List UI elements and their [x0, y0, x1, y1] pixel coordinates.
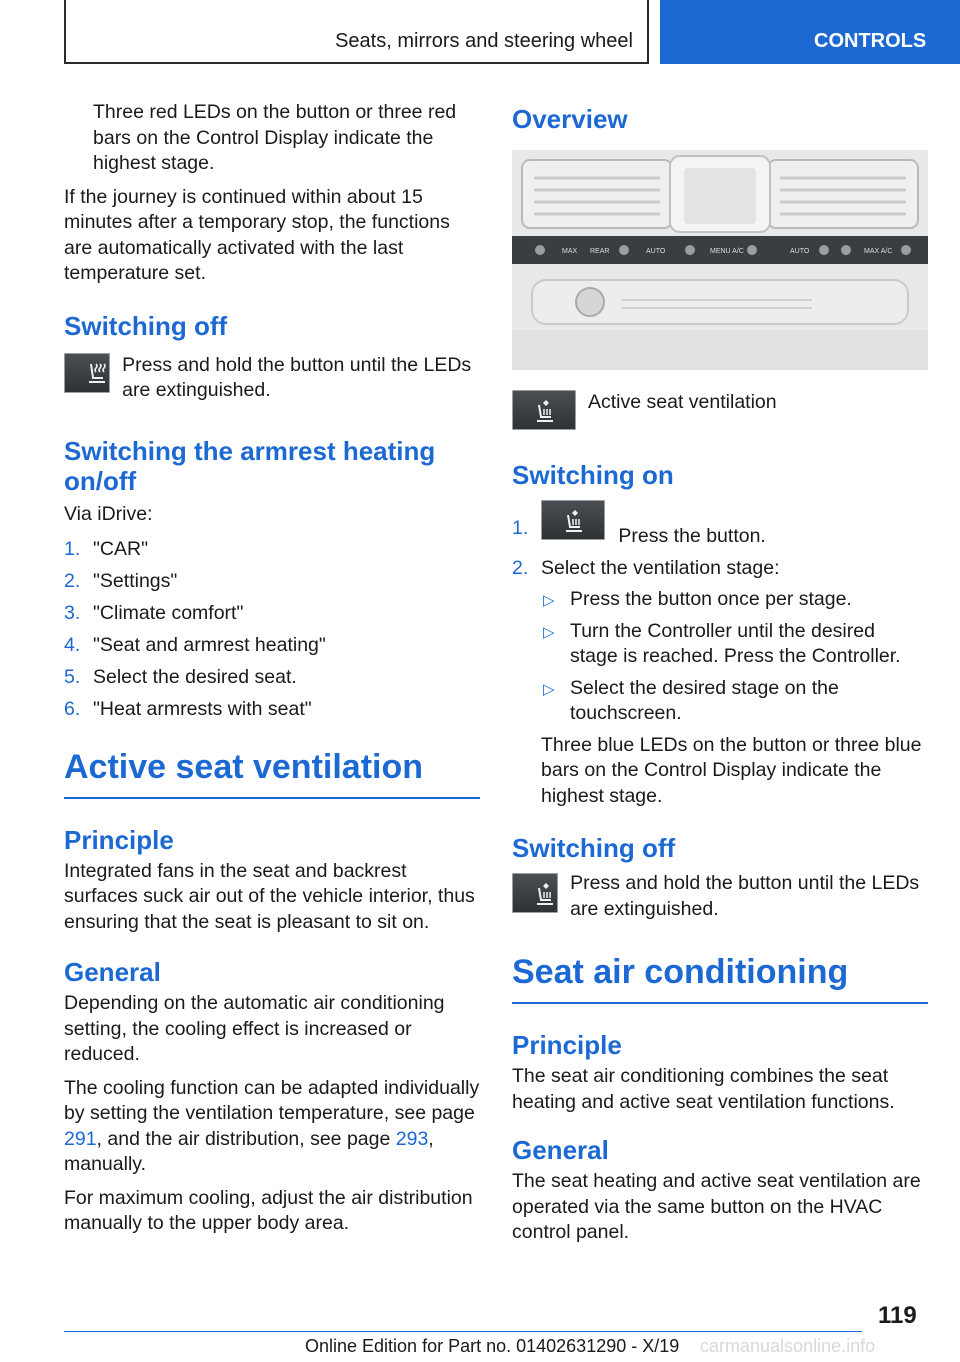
ventilation-icon-caption: Active seat ventilation	[588, 391, 777, 414]
triangle-bullet-icon: ▷	[543, 592, 555, 609]
stage-options	[541, 587, 928, 727]
aircon-title: Seat air conditioning	[512, 952, 928, 1004]
right-principle-text: The seat air conditioning combines the seat heating and active seat ventilation functions.	[512, 1065, 895, 1113]
panel-label-menu: MENU A/C	[710, 248, 744, 255]
list-item: ▷ Select the desired stage on the touchscreen.	[543, 676, 839, 724]
page-link-293[interactable]: 293	[395, 1127, 429, 1150]
list-item: 2. "Settings"	[64, 570, 178, 592]
switch-off-row	[64, 353, 480, 404]
seat-ventilation-icon	[541, 500, 605, 540]
list-item: ▷ Turn the Controller until the desired stage is reached. Press the Controller.	[543, 619, 901, 667]
principle-heading: Principle	[64, 824, 174, 855]
armrest-steps	[64, 537, 480, 723]
ventilation-icon-row	[512, 390, 928, 430]
seat-ventilation-icon	[512, 873, 558, 913]
watermark: carmanualsonline.info	[700, 1336, 876, 1356]
triangle-bullet-icon: ▷	[543, 623, 555, 641]
switching-on-heading: Switching on	[512, 460, 674, 490]
principle-text: Integrated fans in the seat and backrest surfaces suck air out of the vehicle interior, thus ensuring that the seat is pleasant to sit on.	[64, 859, 475, 933]
edition-text: Online Edition for Part no. 01402631290 - X/19	[305, 1336, 680, 1356]
seat-ventilation-icon	[512, 390, 576, 430]
triangle-bullet-icon: ▷	[543, 680, 555, 698]
seat-heating-icon	[64, 353, 110, 393]
ventilation-title: Active seat ventilation	[64, 747, 480, 799]
right-switch-off-row	[512, 873, 928, 922]
general-text: Depending on the automatic air conditioning setting, the cooling effect is increased or reduced.	[64, 992, 445, 1065]
list-item: 1. Press the button.	[512, 500, 928, 550]
footer-divider	[64, 1331, 862, 1332]
list-item: ▷ Press the button once per stage.	[541, 587, 928, 613]
general-heading: General	[64, 957, 161, 987]
overview-heading: Overview	[512, 104, 628, 134]
panel-label-rear: REAR	[590, 248, 610, 255]
page-link-291[interactable]: 291	[64, 1127, 97, 1150]
continue-journey-text: If the journey is continued within about 15 minutes after a temporary stop, the functions are automatically activated with the last temperature set.	[64, 185, 450, 284]
chapter-title: CONTROLS	[814, 30, 927, 52]
list-item: 2. Select the ventilation stage: ▷ Press the button once per stage. ▷ Turn the Controller until the desired stage is reached. Press the Controller. ▷ Select the desired stage on the touchscreen. Three blue LEDs on the button or three blue bars on the Control Display indicate the highest stage.	[512, 556, 928, 810]
right-switching-off-heading: Switching off	[512, 833, 676, 863]
via-idrive: Via iDrive:	[64, 502, 153, 525]
panel-label-max-ac: MAX A/C	[864, 248, 893, 255]
hvac-panel-photo	[512, 150, 928, 370]
switch-on-steps	[512, 500, 928, 809]
cooling-text: The cooling function can be adapted individually by setting the ventilation temperature, see page 291, and the air distribution, see page 293, manually.	[64, 1076, 480, 1175]
panel-label-max: MAX	[562, 248, 578, 255]
section-title: Seats, mirrors and steering wheel	[335, 30, 633, 52]
list-item: 5. Select the desired seat.	[64, 666, 297, 688]
red-led-note: Three red LEDs on the button or three red bars on the Control Display indicate the highest stage.	[93, 101, 457, 174]
panel-label-auto-2: AUTO	[790, 248, 810, 255]
list-item: 6. "Heat armrests with seat"	[64, 698, 312, 720]
blue-led-note: Three blue LEDs on the button or three blue bars on the Control Display indicate the highest stage.	[541, 733, 922, 807]
max-cooling-text: For maximum cooling, adjust the air distribution manually to the upper body area.	[64, 1186, 473, 1234]
panel-label-auto: AUTO	[646, 248, 666, 255]
switch-off-text: Press and hold the button until the LEDs are extinguished.	[122, 353, 472, 401]
right-general-text: The seat heating and active seat ventilation are operated via the same button on the HVAC control panel.	[512, 1170, 921, 1243]
armrest-heading: Switching the armrest heating on/off	[64, 435, 436, 496]
list-item: 4. "Seat and armrest heating"	[64, 634, 326, 656]
section-header	[64, 0, 649, 64]
list-item: 3. "Climate comfort"	[64, 602, 244, 624]
right-switch-off-text: Press and hold the button until the LEDs are extinguished.	[570, 872, 920, 920]
chapter-tab[interactable]	[660, 0, 960, 64]
page-number: 119	[878, 1302, 917, 1329]
switching-off-heading: Switching off	[64, 310, 228, 341]
list-item: 1. "CAR"	[64, 538, 149, 560]
right-principle-heading: Principle	[512, 1030, 622, 1060]
left-column	[64, 100, 480, 1237]
right-general-heading: General	[512, 1135, 609, 1165]
right-column	[512, 100, 928, 1246]
